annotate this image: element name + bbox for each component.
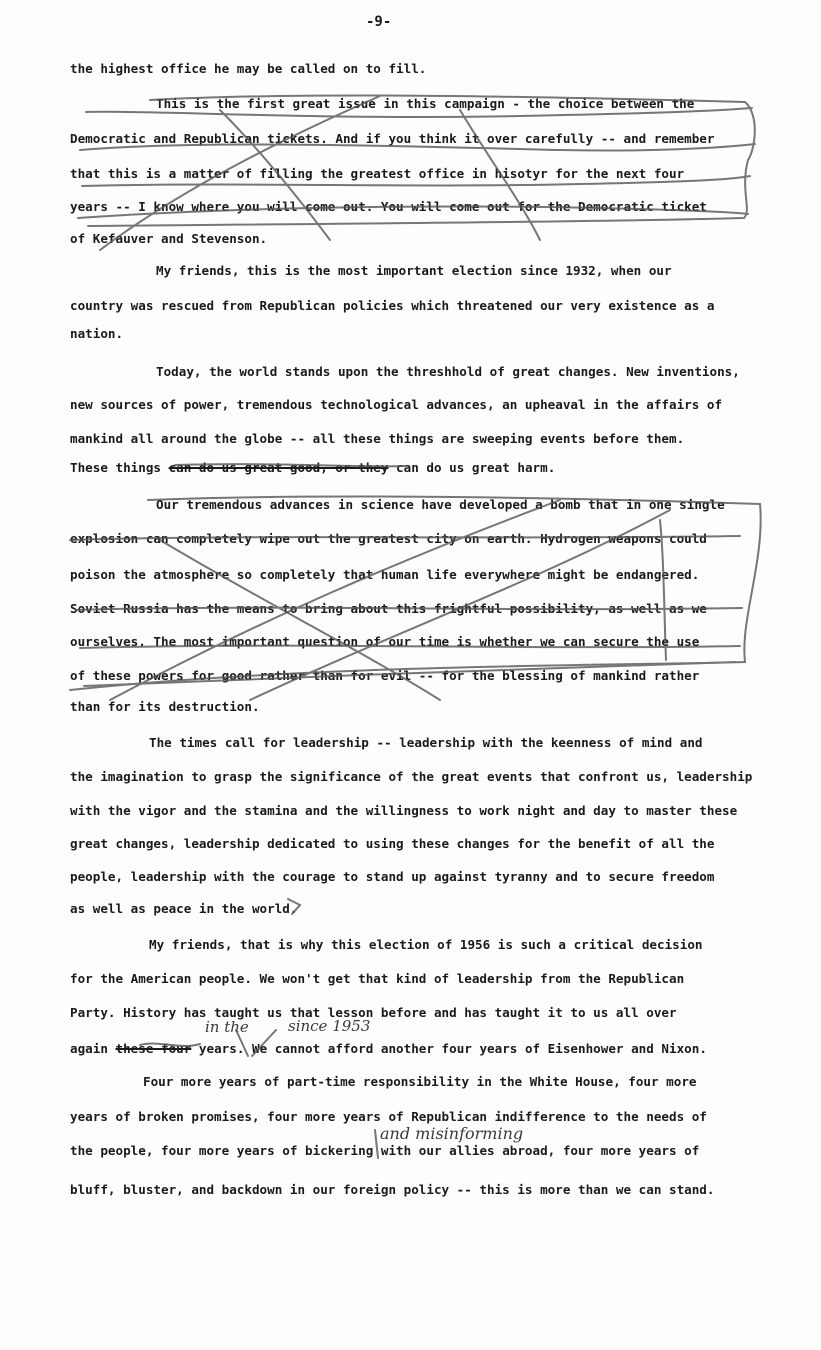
text-line: Party. History has taught us that lesson before and has taught it to us all over <box>70 1005 677 1020</box>
text-line: Today, the world stands upon the threshhold of great changes. New inventions, <box>156 364 740 379</box>
text-line: people, leadership with the courage to stand up against tyranny and to secure freedom <box>70 869 715 884</box>
text-line: Our tremendous advances in science have developed a bomb that in one single <box>156 497 725 512</box>
text-line: of these powers for good rather than for evil -- for the blessing of mankind rather <box>70 668 700 683</box>
text-line: ourselves. The most important question of our time is whether we can secure the use <box>70 634 700 649</box>
text-line: with the vigor and the stamina and the willingness to work night and day to master these <box>70 803 738 818</box>
text-line: nation. <box>70 326 124 341</box>
text-line: years of broken promises, four more years of Republican indifference to the needs of <box>70 1109 707 1124</box>
text-segment: These things <box>70 460 169 475</box>
text-line: The times call for leadership -- leadership with the keenness of mind and <box>149 735 703 750</box>
text-segment: can do us great harm. <box>388 460 556 475</box>
text-line: great changes, leadership dedicated to using these changes for the benefit of all the <box>70 836 715 851</box>
text-line: My friends, that is why this election of 1956 is such a critical decision <box>149 937 703 952</box>
text-line: country was rescued from Republican policies which threatened our very existence as a <box>70 298 715 313</box>
text-line-with-deletion <box>70 1041 707 1057</box>
text-segment: years. We cannot afford another four years of Eisenhower and Nixon. <box>191 1041 707 1056</box>
text-line: the imagination to grasp the significance of the great events that confront us, leadership <box>70 769 753 784</box>
text-segment: again <box>70 1041 116 1056</box>
struck-text: these four <box>115 1041 192 1056</box>
handwritten-insertion: since 1953 <box>288 1017 371 1035</box>
text-line: Soviet Russia has the means to bring about this frightful possibility, as well as we <box>70 601 707 616</box>
text-line-with-deletion <box>70 460 555 476</box>
text-line: Democratic and Republican tickets. And if you think it over carefully -- and remember <box>70 131 715 146</box>
page-number: -9- <box>366 14 392 30</box>
text-line: explosion can completely wipe out the greatest city on earth. Hydrogen weapons could <box>70 531 707 546</box>
text-line: Four more years of part-time responsibility in the White House, four more <box>143 1074 697 1089</box>
text-line: bluff, bluster, and backdown in our foreign policy -- this is more than we can stand. <box>70 1182 715 1197</box>
text-line: My friends, this is the most important election since 1932, when our <box>156 263 672 278</box>
text-line-with-insertion <box>70 1143 699 1159</box>
text-segment: the people, four more years of bickering <box>70 1143 381 1158</box>
text-line: that this is a matter of filling the greatest office in hisotyr for the next four <box>70 166 685 181</box>
handwritten-insertion: in the <box>205 1018 249 1036</box>
text-line: mankind all around the globe -- all these things are sweeping events before them. <box>70 431 685 446</box>
text-line: than for its destruction. <box>70 699 260 714</box>
text-line: This is the first great issue in this campaign - the choice between the <box>156 96 695 111</box>
text-line: poison the atmosphere so completely that human life everywhere might be endangered. <box>70 567 700 582</box>
handwritten-insertion: and misinforming <box>380 1124 524 1143</box>
text-line: the highest office he may be called on to fill. <box>70 61 427 76</box>
struck-text: can do us great good, or they <box>168 460 389 475</box>
text-line: years -- I know where you will come out. You will come out for the Democratic ticket <box>70 199 707 214</box>
text-segment: with our allies abroad, four more years of <box>380 1143 700 1158</box>
text-line: new sources of power, tremendous technological advances, an upheaval in the affairs of <box>70 397 723 412</box>
text-line: for the American people. We won't get that kind of leadership from the Republican <box>70 971 685 986</box>
text-line: as well as peace in the world. <box>70 901 298 916</box>
deletion-loop <box>70 497 761 690</box>
text-line: of Kefauver and Stevenson. <box>70 231 268 246</box>
